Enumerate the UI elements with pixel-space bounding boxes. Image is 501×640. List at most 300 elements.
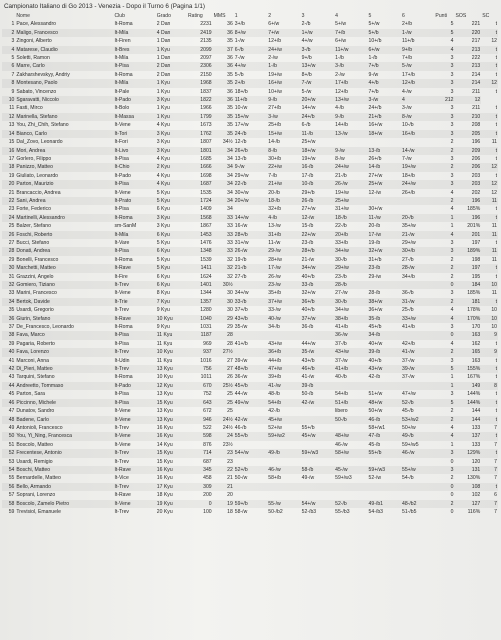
table-cell: It-Trev <box>113 449 155 457</box>
table-cell: 1 Kyu <box>156 46 187 54</box>
table-cell: 4 <box>450 189 454 196</box>
table-cell: 26+/b <box>368 155 382 162</box>
table-cell: 3 <box>434 62 454 70</box>
table-cell: 196 <box>454 197 481 205</box>
table-cell: 16+/w <box>368 122 383 129</box>
table-cell: Grazzini, Angelo <box>16 273 54 280</box>
table-cell: Giuliato, Leonardo <box>16 172 59 179</box>
table-cell: 34+/b <box>401 273 415 280</box>
table-cell: 47+/w <box>267 365 300 373</box>
table-cell: 34+/w <box>335 307 349 314</box>
table-cell: 13+/w <box>301 62 334 70</box>
table-row <box>2 357 498 365</box>
table-cell: 196 <box>454 214 481 222</box>
table-cell: 24 <box>213 432 234 440</box>
table-cell: 29+/w <box>234 172 249 179</box>
table-cell: 34 <box>213 163 234 171</box>
table-body <box>2 20 498 516</box>
table-cell: 7+/b <box>368 88 379 95</box>
table-row <box>2 508 498 516</box>
table-cell: 33-/w <box>268 307 281 314</box>
column-header: SC <box>482 13 490 19</box>
table-cell: 34 <box>2 298 15 306</box>
column-header: 3 <box>301 13 305 19</box>
table-cell: 34+/w <box>301 264 334 272</box>
table-cell: 15 Kyu <box>156 458 173 465</box>
table-row <box>2 37 498 45</box>
table-cell: Soletti, Ramon <box>16 55 50 62</box>
table-cell: libero <box>335 408 348 415</box>
table-cell: 2 Dan <box>156 62 187 70</box>
table-cell: 5 Kyu <box>156 264 187 272</box>
table-cell: 50+/w <box>368 408 383 415</box>
table-cell: 23-/b <box>301 239 314 246</box>
table-row <box>2 239 498 247</box>
table-cell: 39-/w <box>401 365 434 373</box>
table-cell: 54+/b <box>335 391 348 398</box>
table-cell: 3+/b <box>234 21 245 28</box>
table-cell: 946 <box>187 416 213 424</box>
table-cell: t <box>481 214 498 222</box>
table-cell: De_Francesco, Leonardo <box>16 324 74 331</box>
table-cell: 12+/b <box>401 79 434 87</box>
table-cell: t <box>495 105 497 112</box>
table-cell: It-Fire <box>114 273 128 280</box>
table-cell: It-Vene <box>113 416 155 424</box>
table-cell: 11 <box>9 105 15 112</box>
table-cell: 23 <box>213 449 234 457</box>
table-cell: 1801 <box>187 147 213 155</box>
table-cell: It-Vare <box>114 239 130 246</box>
table-cell: 5-/w <box>401 62 434 70</box>
table-cell: 12 Kyu <box>156 382 187 390</box>
table-cell: 3 <box>450 155 454 162</box>
table-cell: 3 <box>450 71 454 78</box>
table-cell: 41+/b <box>335 324 348 331</box>
table-cell: Forte, Federico <box>16 206 51 213</box>
table-cell: 51 <box>8 441 15 448</box>
table-cell: 44-/w <box>234 391 248 398</box>
table-cell: 52-/b <box>401 399 434 407</box>
table-cell: 11-/w <box>268 239 281 246</box>
table-cell: 29+/w <box>334 264 367 272</box>
table-cell: 10 <box>481 281 498 289</box>
table-cell: 53+/w2 <box>401 416 434 424</box>
table-row <box>2 315 498 323</box>
table-cell: 213 <box>454 62 481 70</box>
table-cell: 30 <box>2 264 15 272</box>
table-cell: 209 <box>454 147 481 155</box>
table-cell: It-Trev <box>114 458 129 465</box>
table-cell: 24-/b <box>234 130 267 138</box>
table-cell: 34+/w <box>334 247 367 255</box>
table-cell: 21+/w <box>267 180 300 188</box>
table-cell: 25+/b <box>268 122 282 129</box>
table-cell: 24+/w <box>334 163 367 171</box>
table-cell: 3 Kyu <box>156 223 170 230</box>
table-cell: 37-/w <box>401 374 415 381</box>
table-cell <box>234 491 267 499</box>
table-cell: 28-/w <box>401 264 434 272</box>
table-cell: Sabato, Vincenzo <box>16 88 57 95</box>
table-cell: 2 <box>2 29 15 37</box>
table-cell: 50+/w <box>401 424 416 431</box>
table-cell: Dal_Zovo, Leonardo <box>16 139 63 146</box>
table-cell: 29 <box>8 256 15 263</box>
table-cell: It-Pisa <box>113 180 155 188</box>
table-cell: 24½ <box>222 424 233 431</box>
table-cell: 42+/b <box>401 340 415 347</box>
table-cell: Balzer, Stefano <box>16 223 51 230</box>
table-cell: 1031 <box>200 324 212 331</box>
table-cell: 48-/b2 <box>401 500 434 508</box>
table-cell: 7-/w <box>401 155 412 162</box>
table-cell: 0 <box>450 458 454 465</box>
table-cell <box>234 458 267 466</box>
table-cell: 1401 <box>187 281 213 289</box>
table-cell: 8 Kyu <box>156 290 170 297</box>
table-cell: It-Firen <box>114 38 131 45</box>
table-cell: 11 Kyu <box>156 340 173 347</box>
table-cell: 2099 <box>187 46 213 54</box>
table-cell: It-Pisa <box>113 399 155 407</box>
table-cell: 43+/b <box>234 315 267 323</box>
table-cell: Boscolo, Matteo <box>16 441 53 448</box>
table-cell: 21 <box>227 475 233 482</box>
table-cell: 23-/b <box>335 273 347 280</box>
table-cell: 11+/b <box>401 38 415 45</box>
table-cell: 23-/b <box>368 264 401 272</box>
table-cell: 20 <box>227 492 233 499</box>
table-cell: It-Pisa <box>113 331 155 339</box>
table-cell: 2 <box>434 416 454 424</box>
column-header: Grado <box>156 13 171 19</box>
table-cell: 12 <box>481 163 498 171</box>
table-cell: Maligo, Francesco <box>15 29 113 37</box>
table-cell: 31+/b <box>267 231 300 239</box>
table-cell: 33 <box>227 239 233 246</box>
table-cell: 27 <box>8 239 15 246</box>
table-cell: 2 <box>450 475 454 482</box>
table-cell: 196 <box>471 139 481 146</box>
table-cell: 34 <box>227 189 233 196</box>
table-cell: 19 <box>213 500 234 508</box>
table-cell: 24+/w <box>401 180 434 188</box>
table-cell: 9 Kyu <box>156 307 170 314</box>
table-cell <box>301 483 334 491</box>
table-cell: 47-/b <box>368 432 401 440</box>
table-cell: It-Pisa <box>114 206 129 213</box>
table-cell: 26-/w <box>268 273 281 280</box>
table-cell: 36 <box>227 21 233 28</box>
table-cell: 40+/b <box>301 307 315 314</box>
table-cell: 162 <box>471 340 481 347</box>
table-cell: 458 <box>203 475 212 482</box>
table-cell: t <box>481 449 498 457</box>
table-cell: 5+/w <box>368 21 380 28</box>
table-row <box>2 474 498 482</box>
table-cell: 41-/w <box>267 382 300 390</box>
table-cell: 37-/b <box>335 340 347 347</box>
table-cell: It-Vene <box>113 500 155 508</box>
table-cell <box>401 483 434 491</box>
table-cell: 55+/b <box>368 449 401 457</box>
table-cell: 17+/b <box>401 71 415 78</box>
table-cell: 58+/b <box>268 475 282 482</box>
table-cell: t <box>481 298 498 306</box>
table-cell: 7 <box>494 508 497 515</box>
table-cell: 30 <box>227 307 233 314</box>
table-cell: Bucci, Stefano <box>16 239 50 246</box>
column-header: Nome <box>16 13 30 19</box>
table-cell: 18+/w <box>301 147 334 155</box>
table-cell: 1348 <box>187 247 213 255</box>
column-header: Rating <box>188 13 203 19</box>
table-cell: 1-/w <box>401 29 434 37</box>
table-cell: t <box>495 71 497 78</box>
table-cell: 45+/b <box>368 324 382 331</box>
table-cell: It-Livo <box>113 147 155 155</box>
table-cell: 11-/b <box>301 130 334 138</box>
table-row <box>2 348 498 356</box>
table-cell: 15 Kyu <box>156 449 187 457</box>
table-cell: 8 <box>2 79 15 87</box>
table-cell: 185% <box>467 206 481 213</box>
table-cell: 25+/w <box>368 180 401 188</box>
table-cell: 50-/b2 <box>268 508 283 515</box>
table-cell: 7+/b <box>401 55 413 62</box>
table-cell: 8-/w <box>335 155 345 162</box>
table-row <box>2 71 498 79</box>
table-cell: Usardi, Remigio <box>16 458 53 465</box>
table-cell: 19+/w <box>335 189 349 196</box>
table-cell: 1-/b <box>267 62 300 70</box>
table-cell: 178% <box>467 307 481 314</box>
table-cell: 206 <box>454 163 481 171</box>
table-cell: 3 <box>450 239 454 246</box>
table-cell: 7 <box>494 424 497 431</box>
table-cell: 6-/b <box>301 122 311 129</box>
table-cell: 9-/w <box>334 147 367 155</box>
table-cell <box>301 416 334 424</box>
table-cell: 27-/b <box>401 256 414 263</box>
table-cell: 0 <box>187 500 213 508</box>
table-cell: 8 <box>481 382 498 390</box>
table-cell: 8+/w <box>234 29 267 37</box>
table-cell: 45+/b <box>234 382 267 390</box>
table-cell: 1535 <box>200 189 212 196</box>
table-cell: 10 Kyu <box>156 315 187 323</box>
table-cell: t <box>481 264 498 272</box>
table-cell: 29+/b <box>301 189 315 196</box>
table-cell: 19+/w <box>268 71 282 78</box>
table-cell: 1 <box>434 214 454 222</box>
table-cell: 345 <box>187 466 213 474</box>
table-cell: 37 <box>213 46 234 54</box>
table-cell: It-Massa <box>113 113 155 121</box>
table-cell: 2419 <box>187 29 213 37</box>
table-cell: 33 <box>8 290 15 297</box>
table-cell: 42-/b <box>368 374 381 381</box>
table-cell: 120 <box>471 458 481 465</box>
table-cell: 2 Dan <box>156 21 171 28</box>
table-cell: 3 <box>450 122 454 129</box>
table-cell: 108 <box>454 483 481 491</box>
table-cell: It-Mila <box>114 55 129 62</box>
table-cell: 36 <box>227 55 233 62</box>
table-cell: 30 <box>227 290 233 297</box>
table-cell: 12 <box>481 79 498 87</box>
column-header: 5 <box>368 13 372 19</box>
table-cell: 29 <box>213 315 234 323</box>
table-cell: Parton, Maurizio <box>15 180 113 188</box>
table-cell: 35-/w <box>234 324 248 331</box>
table-cell: 4 Kyu <box>156 122 170 129</box>
table-cell: 20 Kyu <box>156 508 173 515</box>
table-cell: 7+/b <box>368 62 401 70</box>
table-cell: 34 <box>213 180 234 188</box>
table-cell: 54+/w <box>234 449 267 457</box>
table-cell <box>334 382 367 390</box>
table-cell: It-Pado <box>113 382 155 390</box>
table-cell: 185% <box>467 290 481 297</box>
table-cell: 51+/b <box>334 399 367 407</box>
column-header: 4 <box>335 13 338 19</box>
table-cell: Montesano, Paolo <box>15 79 113 87</box>
table-cell: 10 <box>491 307 497 314</box>
table-cell: 3 <box>434 247 454 255</box>
table-cell: 7-/b <box>268 172 278 179</box>
table-cell: 5 <box>434 29 454 37</box>
table-cell: It-Pisa <box>113 247 155 255</box>
table-cell: 21 <box>8 189 15 196</box>
table-row <box>2 197 498 205</box>
table-cell: It-Trev <box>113 348 155 356</box>
table-cell: 46-/w <box>335 441 348 448</box>
table-row <box>2 500 498 508</box>
column-header <box>2 12 15 20</box>
table-cell: 9-/w <box>368 71 379 78</box>
table-cell <box>234 407 267 415</box>
table-cell: Brancaccio, Andrea <box>16 189 61 196</box>
table-cell: 1453 <box>187 231 213 239</box>
table-cell <box>234 441 267 449</box>
table-cell: 59+/w3 <box>335 475 352 482</box>
table-cell: 30+/w <box>368 206 383 213</box>
table-cell: 670 <box>187 382 213 390</box>
table-cell: 11 <box>491 256 497 263</box>
table-cell: 12+/b <box>268 38 282 45</box>
table-cell: 212 <box>434 96 454 104</box>
table-cell <box>301 491 334 499</box>
table-cell: It-Mila <box>113 231 155 239</box>
table-cell: 33+/w <box>401 315 434 323</box>
table-cell: 51+/w <box>368 391 383 398</box>
table-cell: 9 <box>11 88 15 95</box>
table-cell: It-Trev <box>113 483 155 491</box>
table-cell: 5 <box>434 365 454 373</box>
table-cell: 52-/w <box>368 475 382 482</box>
table-cell <box>368 197 401 205</box>
table-cell: 28 <box>227 340 233 347</box>
table-cell: 937 <box>187 348 213 356</box>
table-cell: 127 <box>454 500 481 508</box>
table-cell <box>301 458 334 466</box>
table-cell: 31+/b <box>368 256 382 263</box>
table-cell: 49-/b <box>267 449 300 457</box>
table-cell: 34-/b <box>368 331 401 339</box>
table-cell: 3 <box>450 357 454 364</box>
table-cell: 133 <box>471 424 481 431</box>
table-cell: 2-/w <box>268 55 278 62</box>
table-cell: 1666 <box>187 163 213 171</box>
table-cell: 9 Kyu <box>156 324 170 331</box>
table-cell: 59+/w2 <box>267 432 300 440</box>
table-cell: 1822 <box>187 96 213 104</box>
table-cell: 2 <box>450 256 454 263</box>
table-cell: 27+/w <box>301 206 316 213</box>
table-cell: 38+/w <box>368 298 401 306</box>
table-row <box>2 458 498 466</box>
table-cell: 10 <box>2 96 15 104</box>
table-cell: 4 <box>2 46 15 54</box>
table-cell: 200 <box>203 492 212 499</box>
table-cell <box>401 331 434 339</box>
table-cell: 36-/w <box>334 331 367 339</box>
table-cell: 2 <box>434 298 454 306</box>
table-cell: 36+/b <box>301 298 334 306</box>
table-cell: 44+/w <box>301 340 316 347</box>
table-cell: 48-/b <box>268 391 280 398</box>
table-cell: 4 Kyu <box>156 180 187 188</box>
table-cell: Mori, Andrea <box>15 147 113 155</box>
table-cell: 55 <box>8 475 15 482</box>
table-row <box>2 247 498 255</box>
table-cell: 2135 <box>200 38 212 45</box>
table-cell: 5 Kyu <box>156 256 170 263</box>
table-cell: 210 <box>454 113 481 121</box>
table-cell: 672 <box>203 408 212 415</box>
table-cell: 59+/w3 <box>368 466 401 474</box>
table-cell: 34 <box>213 197 234 205</box>
table-cell: 7 <box>11 71 15 78</box>
table-cell: 144 <box>471 408 481 415</box>
table-cell: 3-/w <box>267 113 300 121</box>
table-cell: 5 <box>450 21 454 28</box>
table-cell: Zakharshevskyy, Andriy <box>16 71 70 78</box>
table-cell: It-Vice <box>114 475 129 482</box>
table-cell: 5-/w <box>301 88 312 95</box>
table-cell: 2231 <box>200 21 212 28</box>
table-cell: Frecentese, Antonio <box>15 449 113 457</box>
table-row <box>2 96 498 104</box>
table-cell: 55+/w <box>401 466 434 474</box>
table-cell: 28-/b <box>334 281 367 289</box>
table-cell: 7 <box>494 441 497 448</box>
table-cell: 198 <box>471 256 481 263</box>
table-cell: 25 <box>213 399 234 407</box>
table-cell: 39-/w <box>234 357 248 364</box>
table-cell: 969 <box>203 340 212 347</box>
table-cell: 15 <box>8 139 15 146</box>
table-cell: 28+/w <box>268 256 282 263</box>
table-cell: 6 Kyu <box>156 231 187 239</box>
table-cell: 10 Kyu <box>156 374 173 381</box>
table-row <box>2 222 498 230</box>
table-cell: 33-/b <box>301 281 334 289</box>
table-cell: 1867 <box>200 223 212 230</box>
page-title: Campionato Italiano di Go 2013 - Venezia - Dopo il Turno 6 (Pagina 1/1) <box>4 3 205 10</box>
